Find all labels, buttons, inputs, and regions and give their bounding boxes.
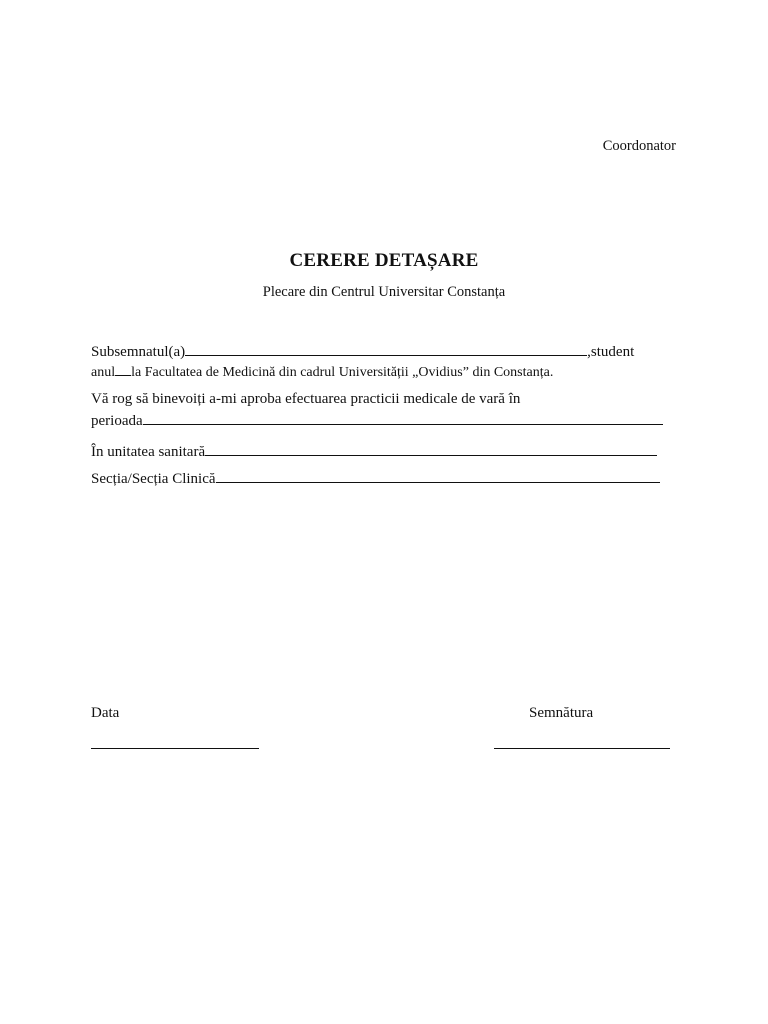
period-line — [91, 411, 663, 430]
section-line — [91, 469, 660, 488]
section-field[interactable] — [216, 469, 560, 483]
section-field-extra[interactable] — [560, 469, 660, 483]
signature-field[interactable] — [494, 735, 670, 749]
unit-label: În unitatea sanitară — [91, 444, 206, 460]
faculty-text: la Facultatea de Medicină din cadrul Universității „Ovidius” din Constanța. — [131, 365, 554, 380]
name-field[interactable] — [185, 342, 587, 356]
request-text: Vă rog să binevoiți a-mi aproba efectuarea practicii medicale de vară în — [91, 391, 521, 407]
year-label: anul — [91, 365, 116, 380]
name-label: Subsemnatul(a) — [91, 344, 186, 360]
name-line — [91, 342, 634, 361]
student-label: ,student — [587, 344, 635, 360]
coordonator-label: Coordonator — [602, 138, 676, 154]
date-field[interactable] — [91, 735, 259, 749]
document-title: CERERE DETAȘARE — [289, 250, 479, 271]
year-field[interactable] — [115, 362, 131, 376]
period-label: perioada — [91, 413, 143, 429]
unit-line — [91, 442, 657, 461]
signature-label: Semnătura — [529, 705, 594, 721]
section-label: Secția/Secția Clinică — [91, 471, 216, 487]
document-subtitle: Plecare din Centrul Universitar Constanța — [262, 284, 506, 300]
date-label: Data — [91, 705, 120, 721]
unit-field[interactable] — [205, 442, 657, 456]
request-line — [91, 391, 520, 408]
year-line — [91, 362, 553, 381]
period-field[interactable] — [143, 411, 663, 425]
